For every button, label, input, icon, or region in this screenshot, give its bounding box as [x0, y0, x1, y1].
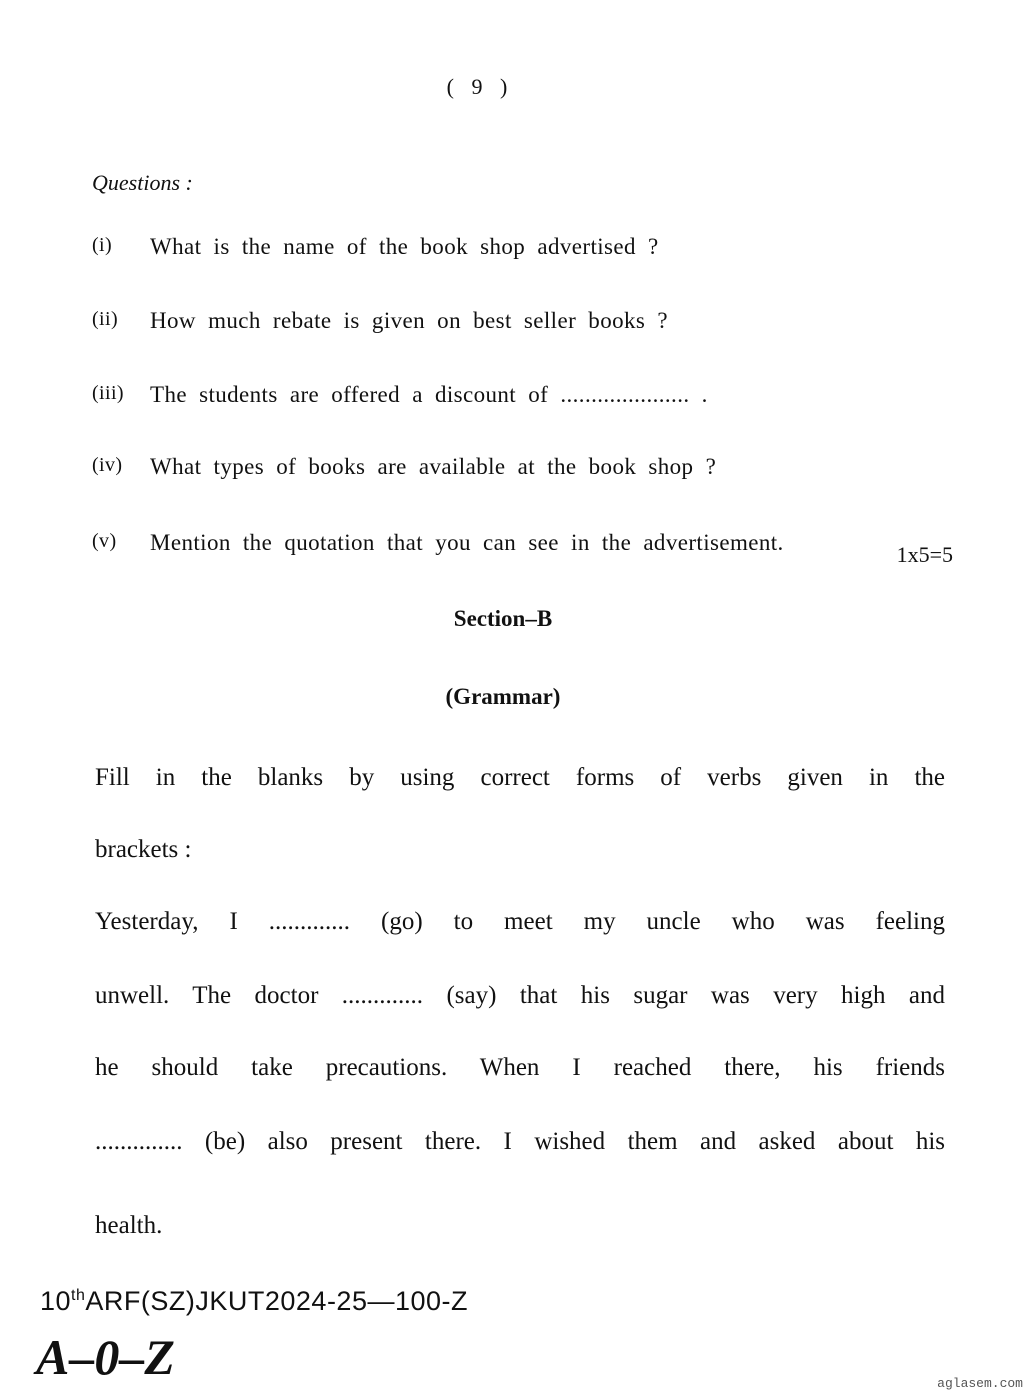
question-number: (ii) — [92, 308, 119, 330]
watermark: aglasem.com — [937, 1376, 1023, 1391]
paper-code-prefix: 10 — [40, 1286, 72, 1316]
question-item — [92, 308, 962, 334]
question-item — [92, 382, 962, 408]
passage-line: unwell. The doctor ............. (say) that his sugar was very high and — [95, 982, 945, 1009]
passage-line: he should take precautions. When I reached there, his friends — [95, 1054, 945, 1081]
paper-set: A–0–Z — [36, 1329, 175, 1385]
questions-heading: Questions : — [92, 170, 193, 195]
question-item — [92, 454, 962, 480]
section-subtitle: (Grammar) — [445, 684, 561, 709]
question-item — [92, 234, 962, 260]
question-number: (v) — [92, 530, 117, 552]
paper-code-rest: ARF(SZ)JKUT2024-25—100-Z — [85, 1286, 468, 1316]
question-item — [92, 530, 962, 556]
question-text: The students are offered a discount of ..................... . — [150, 382, 708, 407]
question-text: What is the name of the book shop advertised ? — [150, 234, 659, 259]
page-number: ( 9 ) — [446, 74, 514, 99]
instruction-line: Fill in the blanks by using correct forms of verbs given in the — [95, 764, 945, 791]
instruction-line: brackets : — [95, 836, 192, 863]
question-number: (iv) — [92, 454, 123, 476]
question-text: What types of books are available at the book shop ? — [150, 454, 717, 479]
paper-code-sup: th — [71, 1287, 86, 1304]
marks-allocation: 1x5=5 — [896, 542, 953, 567]
passage-line: health. — [95, 1212, 163, 1239]
question-text: Mention the quotation that you can see in the advertisement. — [150, 530, 784, 555]
question-text: How much rebate is given on best seller books ? — [150, 308, 668, 333]
question-number: (i) — [92, 234, 113, 256]
paper-code — [40, 1286, 468, 1317]
question-number: (iii) — [92, 382, 124, 404]
section-title: Section–B — [453, 606, 553, 631]
passage-line: Yesterday, I ............. (go) to meet my uncle who was feeling — [95, 908, 945, 935]
passage-line: .............. (be) also present there. I wished them and asked about his — [95, 1128, 945, 1155]
